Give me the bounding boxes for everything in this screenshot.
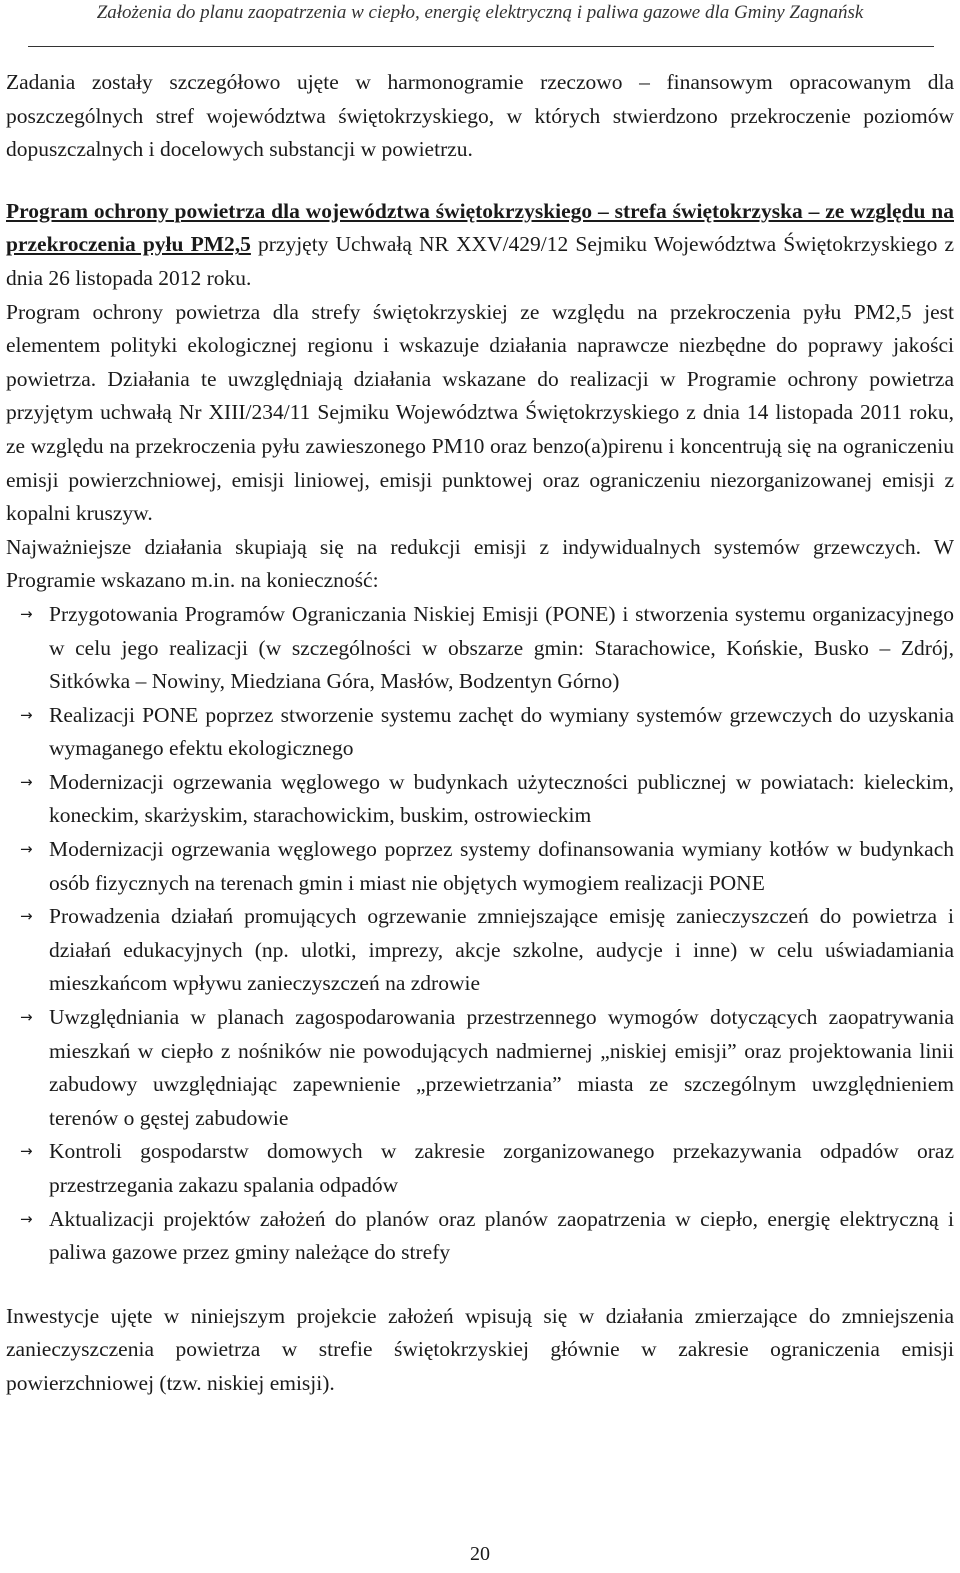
arrow-right-icon: →	[20, 907, 33, 926]
spacer	[6, 1270, 954, 1300]
arrow-right-icon: →	[20, 772, 33, 791]
list-item: → Prowadzenia działań promujących ogrzewanie zmniejszające emisję zanieczyszczeń do powietrza i działań edukacyjnych (np. ulotki, imprezy, akcje szkolne, audycje i inne) w celu uświadamiania mieszkańcom wpływu zanieczyszczeń na zdrowie	[6, 900, 954, 1001]
paragraph-program-description: Program ochrony powietrza dla strefy świętokrzyskiej ze względu na przekroczenia pyłu PM2,5 jest elementem polityki ekologicznej regionu i wskazuje działania naprawcze niezbędne do poprawy jakości powietrza. Działania te uwzględniają działania wskazane do realizacji w Programie ochrony powietrza przyjętym uchwałą Nr XIII/234/11 Sejmiku Województwa Świętokrzyskiego z dnia 14 listopada 2011 roku, ze względu na przekroczenia pyłu zawieszonego PM10 oraz benzo(a)pirenu i koncentrują się na ograniczeniu emisji powierzchniowej, emisji liniowej, emisji punktowej oraz ograniczeniu niezorganizowanej emisji z kopalni kruszyw.	[6, 299, 954, 526]
list-item: → Aktualizacji projektów założeń do planów oraz planów zaopatrzenia w ciepło, energię elektryczną i paliwa gazowe przez gminy należące do strefy	[6, 1203, 954, 1270]
header-divider	[28, 46, 934, 47]
paragraph-intro: Zadania zostały szczegółowo ujęte w harmonogramie rzeczowo – finansowym opracowanym dla poszczególnych stref województwa świętokrzyskiego, w których stwierdzono przekroczenie poziomów dopuszczalnych i docelowych substancji w powietrzu.	[6, 70, 954, 162]
running-header: Założenia do planu zaopatrzenia w ciepło, energię elektryczną i paliwa gazowe dla Gminy Zagnańsk	[96, 2, 864, 23]
list-item: → Uwzględniania w planach zagospodarowania przestrzennego wymogów dotyczących zaopatrywania mieszkań w ciepło z nośników nie powodujących nadmiernej „niskiej emisji” oraz projektowania linii zabudowy uwzględniając zapewnienie „przewietrzania” miasta ze szczególnym uwzględnieniem terenów o gęstej zabudowie	[6, 1001, 954, 1135]
program-adoption: przyjęty Uchwałą NR XXV/429/12 Sejmiku Województwa Świętokrzyskiego z dnia 26 listopada 2012 roku.	[6, 232, 954, 290]
list-item: → Modernizacji ogrzewania węglowego w budynkach użyteczności publicznej w powiatach: kieleckim, koneckim, skarżyskim, starachowickim, buskim, ostrowieckim	[6, 766, 954, 833]
list-item: → Modernizacji ogrzewania węglowego poprzez systemy dofinansowania wymiany kotłów w budynkach osób fizycznych na terenach gmin i miast nie objętych wymogiem realizacji PONE	[6, 833, 954, 900]
arrow-right-icon: →	[20, 604, 33, 623]
list-item: → Przygotowania Programów Ograniczania Niskiej Emisji (PONE) i stworzenia systemu organizacyjnego w celu jego realizacji (w szczególności w obszarze gmin: Starachowice, Końskie, Busko – Zdrój, Sitkówka – Nowiny, Miedziana Góra, Masłów, Bodzentyn Górno)	[6, 598, 954, 699]
document-page	[6, 0, 954, 1573]
list-item: → Kontroli gospodarstw domowych w zakresie zorganizowanego przekazywania odpadów oraz przestrzegania zakazu spalania odpadów	[6, 1135, 954, 1202]
arrow-right-icon: →	[20, 705, 33, 724]
arrow-right-icon: →	[20, 1209, 33, 1228]
program-title: Program ochrony powietrza dla województwa świętokrzyskiego – strefa świętokrzyska – ze względu na przekroczenia pyłu PM2,5	[6, 198, 954, 257]
page-number: 20	[470, 1543, 490, 1565]
arrow-right-icon: →	[20, 840, 33, 859]
paragraph-investments: Inwestycje ujęte w niniejszym projekcie założeń wpisują się w działania zmierzające do zmniejszenia zanieczyszczenia powietrza w strefie świętokrzyskiej głównie w zakresie ograniczenia emisji powierzchniowej (tzw. niskiej emisji).	[6, 1303, 954, 1395]
list-item: → Realizacji PONE poprzez stworzenie systemu zachęt do wymiany systemów grzewczych do uzyskania wymaganego efektu ekologicznego	[6, 699, 954, 766]
paragraph-key-actions: Najważniejsze działania skupiają się na redukcji emisji z indywidualnych systemów grzewczych. W Programie wskazano m.in. na konieczność:	[6, 534, 954, 593]
actions-list	[6, 598, 954, 1270]
arrow-right-icon: →	[20, 1142, 33, 1161]
page-content	[6, 66, 954, 1401]
arrow-right-icon: →	[20, 1008, 33, 1027]
paragraph-program	[6, 195, 954, 296]
